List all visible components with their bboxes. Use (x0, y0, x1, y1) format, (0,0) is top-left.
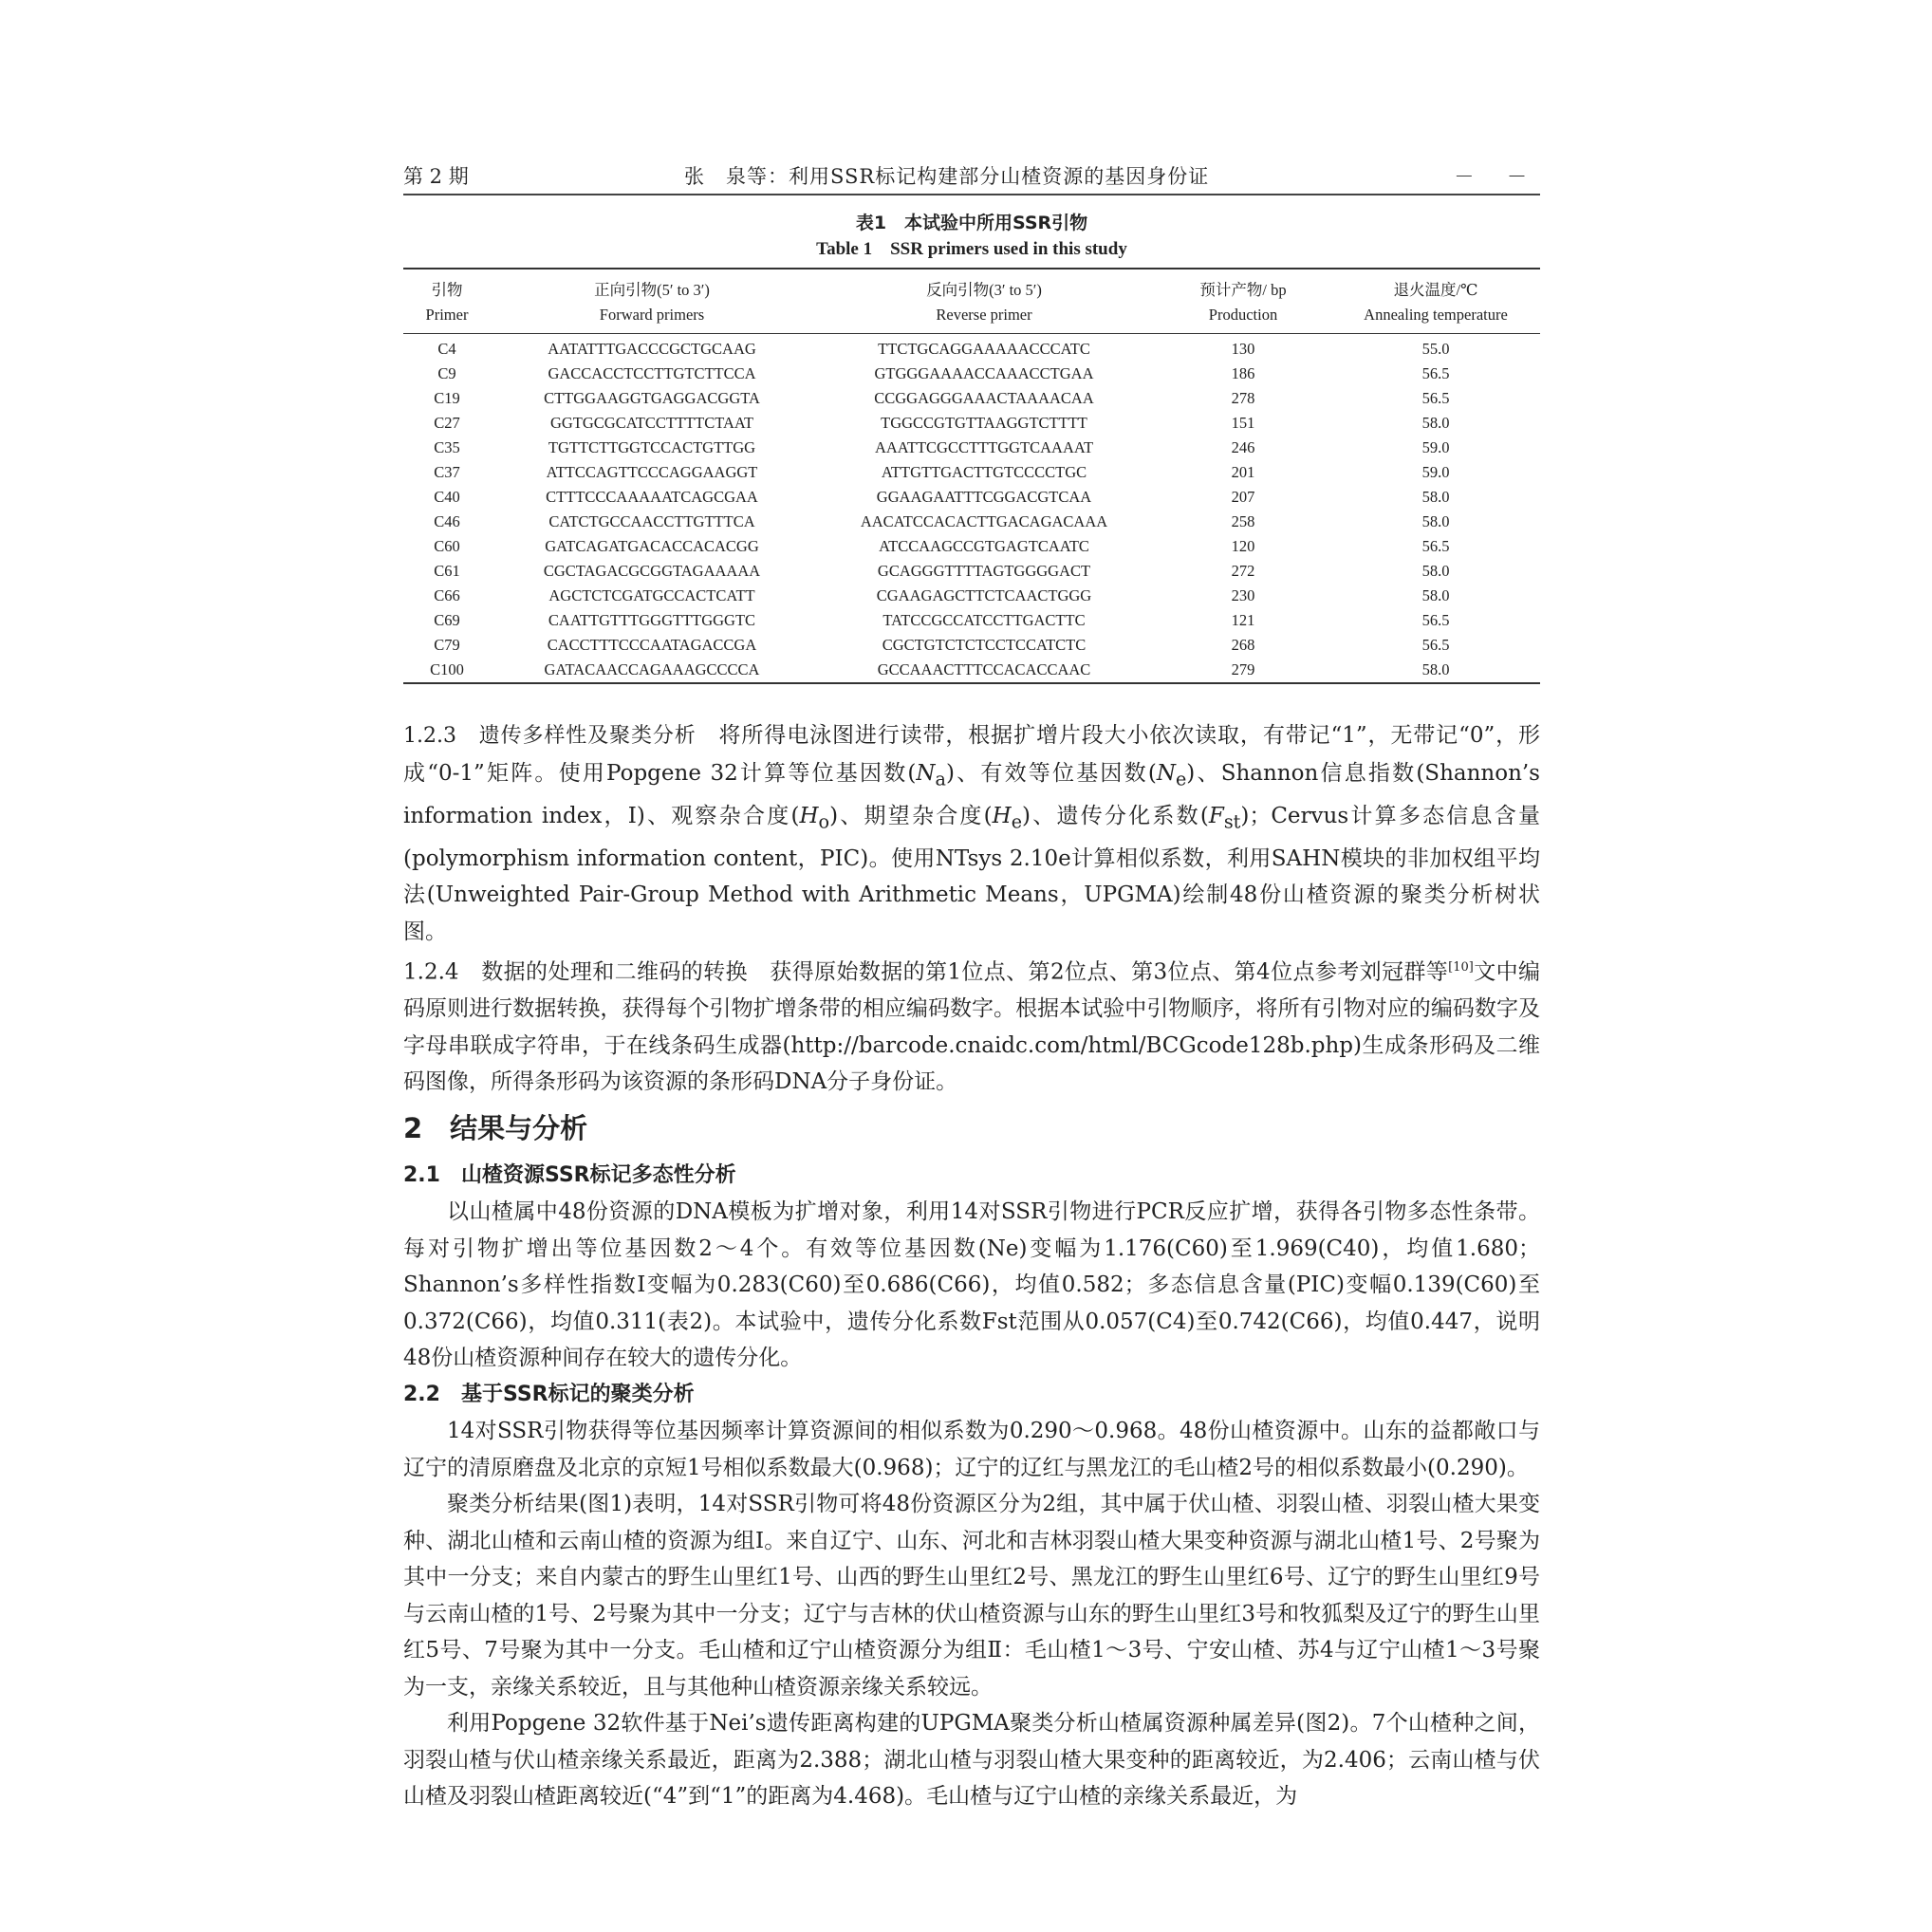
cell-primer: C9 (437, 364, 456, 382)
paragraph-1-2-3 (403, 717, 1540, 950)
cell-forward: GATACAACCAGAAAGCCCCA (491, 658, 813, 683)
text: )；Cervus计算多态信息含量(polymorphism information content，PIC)。使用NTsys 2.10e计算相似系数，利用SAHN模块的非加权组平均法(Unweighted Pair-Group Method with Arithmetic Means，UPGMA)绘制48份山楂资源的聚类分析树状图。 (403, 803, 1541, 944)
cell-primer: C19 (434, 389, 460, 407)
cell-primer: C66 (434, 586, 460, 604)
table-caption-en: Table 1 SSR primers used in this study (816, 239, 1127, 259)
subsection-1-2-3-heading: 1.2.3 遗传多样性及聚类分析 (403, 724, 697, 748)
symbol-he: H (992, 803, 1012, 828)
cell-forward: AATATTTGACCCGCTGCAAG (548, 340, 756, 358)
cell-reverse: GCAGGGTTTTAGTGGGGACT (877, 562, 1091, 580)
methods-text (403, 717, 1540, 1815)
cell-reverse: GTGGGAAAACCAAACCTGAA (874, 364, 1094, 382)
primer-table (403, 268, 1540, 684)
cell-forward: CTTTCCCAAAAATCAGCGAA (546, 488, 758, 506)
table-row (403, 411, 1540, 436)
table-row (403, 460, 1540, 485)
text: )、期望杂合度( (829, 803, 993, 828)
table-row (403, 510, 1540, 534)
cell-forward: GATCAGATGACACCACACGG (545, 537, 759, 555)
cell-primer: C40 (434, 488, 460, 506)
cell-reverse: TATCCGCCATCCTTGACTTC (882, 611, 1086, 629)
cell-reverse: CGAAGAGCTTCTCAACTGGG (876, 586, 1092, 604)
header-production-en: Production (1155, 303, 1331, 334)
cell-annealing: 58.0 (1421, 512, 1450, 530)
cell-annealing: 56.5 (1421, 364, 1450, 382)
text: )、有效等位基因数( (945, 760, 1157, 786)
cell-forward: CATCTGCCAACCTTGTTTCA (548, 512, 755, 530)
cell-production: 246 (1231, 438, 1255, 456)
table-caption-zh: 表1 本试验中所用SSR引物 (855, 213, 1088, 233)
cell-reverse: GGAAGAATTTCGGACGTCAA (876, 488, 1092, 506)
paragraph-1-2-4 (403, 950, 1540, 1101)
text: 获得原始数据的第1位点、第2位点、第3位点、第4位点参考刘冠群等 (747, 959, 1449, 985)
cell-primer: C46 (434, 512, 460, 530)
cell-reverse: ATTGTTGACTTGTCCCCTGC (881, 463, 1087, 481)
text: 文中编码原则进行数据转换，获得每个引物扩增条带的相应编码数字。根据本试验中引物顺序，将所有引物对应的编码数字及字母串联成字符串，于在线条码生成器(http://barcode.cnaidc.com/html/BCGcode128b.php)生成条形码及二维码图像，所得条形码为该资源的条形码DNA分子身份证。 (403, 959, 1540, 1095)
cell-reverse: AACATCCACACTTGACAGACAAA (860, 512, 1108, 530)
cell-annealing: 59.0 (1421, 463, 1450, 481)
cell-production: 230 (1231, 586, 1255, 604)
text: )、遗传分化系数( (1022, 803, 1209, 828)
subsection-2-1-heading: 2.1 山楂资源SSR标记多态性分析 (403, 1162, 736, 1187)
cell-primer: C27 (434, 414, 460, 432)
table-row (403, 584, 1540, 608)
cell-annealing: 56.5 (1421, 389, 1450, 407)
header-forward-zh: 正向引物(5′ to 3′) (491, 269, 813, 303)
symbol-ho-sub: o (818, 810, 830, 833)
cell-primer: C61 (434, 562, 460, 580)
cell-forward: GACCACCTCCTTGTCTTCCA (548, 364, 756, 382)
table-row (403, 386, 1540, 411)
cell-reverse: ATCCAAGCCGTGAGTCAATC (879, 537, 1089, 555)
table-row (403, 633, 1540, 658)
table-row (403, 334, 1540, 362)
text: )、Shannon信息指数(Shannon’s information index，I)、观察杂合度( (403, 760, 1540, 828)
cell-forward: ATTCCAGTTCCCAGGAAGGT (546, 463, 758, 481)
paragraph-2-2-1: 14对SSR引物获得等位基因频率计算资源间的相似系数为0.290～0.968。48份山楂资源中。山东的益都敞口与辽宁的清原磨盘及北京的京短1号相似系数最大(0.968)；辽宁的辽红与黑龙江的毛山楂2号的相似系数最小(0.290)。 (403, 1419, 1540, 1480)
symbol-fst: F (1208, 803, 1224, 828)
subsection-2-2-heading: 2.2 基于SSR标记的聚类分析 (403, 1382, 695, 1406)
table-body (403, 334, 1540, 684)
symbol-fst-sub: st (1223, 810, 1241, 833)
citation-ref: [10] (1448, 960, 1474, 975)
cell-forward: CAATTGTTTGGGTTTGGGTC (548, 611, 756, 629)
subsection-1-2-4-heading: 1.2.4 数据的处理和二维码的转换 (403, 959, 748, 985)
cell-annealing: 59.0 (1421, 438, 1450, 456)
cell-annealing: 58.0 (1421, 586, 1450, 604)
cell-forward: CGCTAGACGCGGTAGAAAAA (543, 562, 761, 580)
cell-annealing: 58.0 (1331, 658, 1540, 683)
text: 将所得电泳图进行读带，根据扩增片段大小依次读取，有带记“1”，无带记“0”，形成“0-1”矩阵。使用Popgene 32计算等位基因数( (403, 723, 1540, 786)
cell-production: 201 (1231, 463, 1255, 481)
issue-number: 第 2 期 (403, 165, 469, 188)
symbol-ne: N (1156, 760, 1176, 786)
header-production-zh: 预计产物/ bp (1155, 269, 1331, 303)
symbol-na: N (916, 760, 936, 786)
symbol-na-sub: a (935, 768, 946, 790)
table-header-row-en (403, 303, 1540, 334)
cell-production: 130 (1231, 340, 1255, 358)
cell-forward: CACCTTTCCCAATAGACCGA (547, 636, 757, 654)
header-reverse-en: Reverse primer (813, 303, 1155, 334)
cell-annealing: 55.0 (1421, 340, 1450, 358)
cell-primer: C37 (434, 463, 460, 481)
cell-forward: AGCTCTCGATGCCACTCATT (548, 586, 755, 604)
header-forward-en: Forward primers (491, 303, 813, 334)
cell-reverse: CGCTGTCTCTCCTCCATCTC (882, 636, 1087, 654)
cell-forward: GGTGCGCATCCTTTTCTAAT (549, 414, 754, 432)
cell-primer: C100 (403, 658, 491, 683)
cell-production: 268 (1231, 636, 1255, 654)
cell-primer: C69 (434, 611, 460, 629)
table-row (403, 534, 1540, 559)
header-reverse-zh: 反向引物(3′ to 5′) (813, 269, 1155, 303)
cell-annealing: 56.5 (1421, 537, 1450, 555)
cell-reverse: AAATTCGCCTTTGGTCAAAAT (874, 438, 1094, 456)
table-row (403, 436, 1540, 460)
header-primer-zh: 引物 (403, 269, 491, 303)
header-annealing-en: Annealing temperature (1331, 303, 1540, 334)
table-row (403, 658, 1540, 683)
symbol-ho: H (799, 803, 819, 828)
header-annealing-zh: 退火温度/℃ (1331, 269, 1540, 303)
symbol-he-sub: e (1011, 810, 1023, 833)
cell-production: 120 (1231, 537, 1255, 555)
table-row (403, 485, 1540, 510)
paragraph-2-1: 以山楂属中48份资源的DNA模板为扩增对象，利用14对SSR引物进行PCR反应扩增，获得各引物多态性条带。每对引物扩增出等位基因数2～4个。有效等位基因数(Ne)变幅为1.176(C60)至1.969(C40)，均值1.680；Shannon’s多样性指数I变幅为0.283(C60)至0.686(C66)，均值0.582；多态信息含量(PIC)变幅0.139(C60)至0.372(C66)，均值0.311(表2)。本试验中，遗传分化系数Fst范围从0.057(C4)至0.742(C66)，均值0.447，说明48份山楂资源种间存在较大的遗传分化。 (403, 1199, 1540, 1371)
cell-reverse: TTCTGCAGGAAAAACCCATC (878, 340, 1090, 358)
header-primer-en: Primer (403, 303, 491, 334)
table-caption (403, 210, 1540, 263)
running-head (403, 161, 1540, 195)
table-row (403, 559, 1540, 584)
cell-primer: C4 (437, 340, 456, 358)
cell-production: 186 (1231, 364, 1255, 382)
cell-production: 272 (1231, 562, 1255, 580)
paragraph-2-2-2: 聚类分析结果(图1)表明，14对SSR引物可将48份资源区分为2组，其中属于伏山楂、羽裂山楂、羽裂山楂大果变种、湖北山楂和云南山楂的资源为组Ⅰ。来自辽宁、山东、河北和吉林羽裂山楂大果变种资源与湖北山楂1号、2号聚为其中一分支；来自内蒙古的野生山里红1号、山西的野生山里红2号、黑龙江的野生山里红6号、辽宁的野生山里红9号与云南山楂的1号、2号聚为其中一分支；辽宁与吉林的伏山楂资源与山东的野生山里红3号和牧狐梨及辽宁的野生山里红5号、7号聚为其中一分支。毛山楂和辽宁山楂资源分为组Ⅱ：毛山楂1～3号、宁安山楂、苏4与辽宁山楂1～3号聚为一支，亲缘关系较近，且与其他种山楂资源亲缘关系较远。 (403, 1492, 1540, 1700)
cell-forward: CTTGGAAGGTGAGGACGGTA (544, 389, 760, 407)
cell-production: 207 (1231, 488, 1255, 506)
cell-reverse: TGGCCGTGTTAAGGTCTTTT (881, 414, 1087, 432)
cell-production: 121 (1231, 611, 1255, 629)
symbol-ne-sub: e (1175, 768, 1187, 790)
section-2-heading: 2 结果与分析 (403, 1111, 588, 1144)
cell-annealing: 58.0 (1421, 562, 1450, 580)
cell-annealing: 56.5 (1421, 636, 1450, 654)
cell-reverse: CCGGAGGGAAACTAAAACAA (874, 389, 1094, 407)
cell-production: 279 (1155, 658, 1331, 683)
page-number: － － (1454, 165, 1540, 188)
cell-annealing: 56.5 (1421, 611, 1450, 629)
cell-production: 151 (1231, 414, 1255, 432)
cell-production: 258 (1231, 512, 1255, 530)
cell-primer: C60 (434, 537, 460, 555)
paragraph-2-2-3: 利用Popgene 32软件基于Nei’s遗传距离构建的UPGMA聚类分析山楂属资源种属差异(图2)。7个山楂种之间，羽裂山楂与伏山楂亲缘关系最近，距离为2.388；湖北山楂与羽裂山楂大果变种的距离较近，为2.406；云南山楂与伏山楂及羽裂山楂距离较近(“4”到“1”的距离为4.468)。毛山楂与辽宁山楂的亲缘关系最近，为 (403, 1711, 1540, 1810)
table-row (403, 362, 1540, 386)
cell-primer: C35 (434, 438, 460, 456)
table-header-row-zh (403, 269, 1540, 303)
cell-primer: C79 (434, 636, 460, 654)
table-row (403, 608, 1540, 633)
running-title: 张 泉等：利用SSR标记构建部分山楂资源的基因身份证 (684, 165, 1210, 188)
cell-production: 278 (1231, 389, 1255, 407)
cell-reverse: GCCAAACTTTCCACACCAAC (813, 658, 1155, 683)
cell-annealing: 58.0 (1421, 488, 1450, 506)
cell-forward: TGTTCTTGGTCCACTGTTGG (548, 438, 756, 456)
cell-annealing: 58.0 (1421, 414, 1450, 432)
